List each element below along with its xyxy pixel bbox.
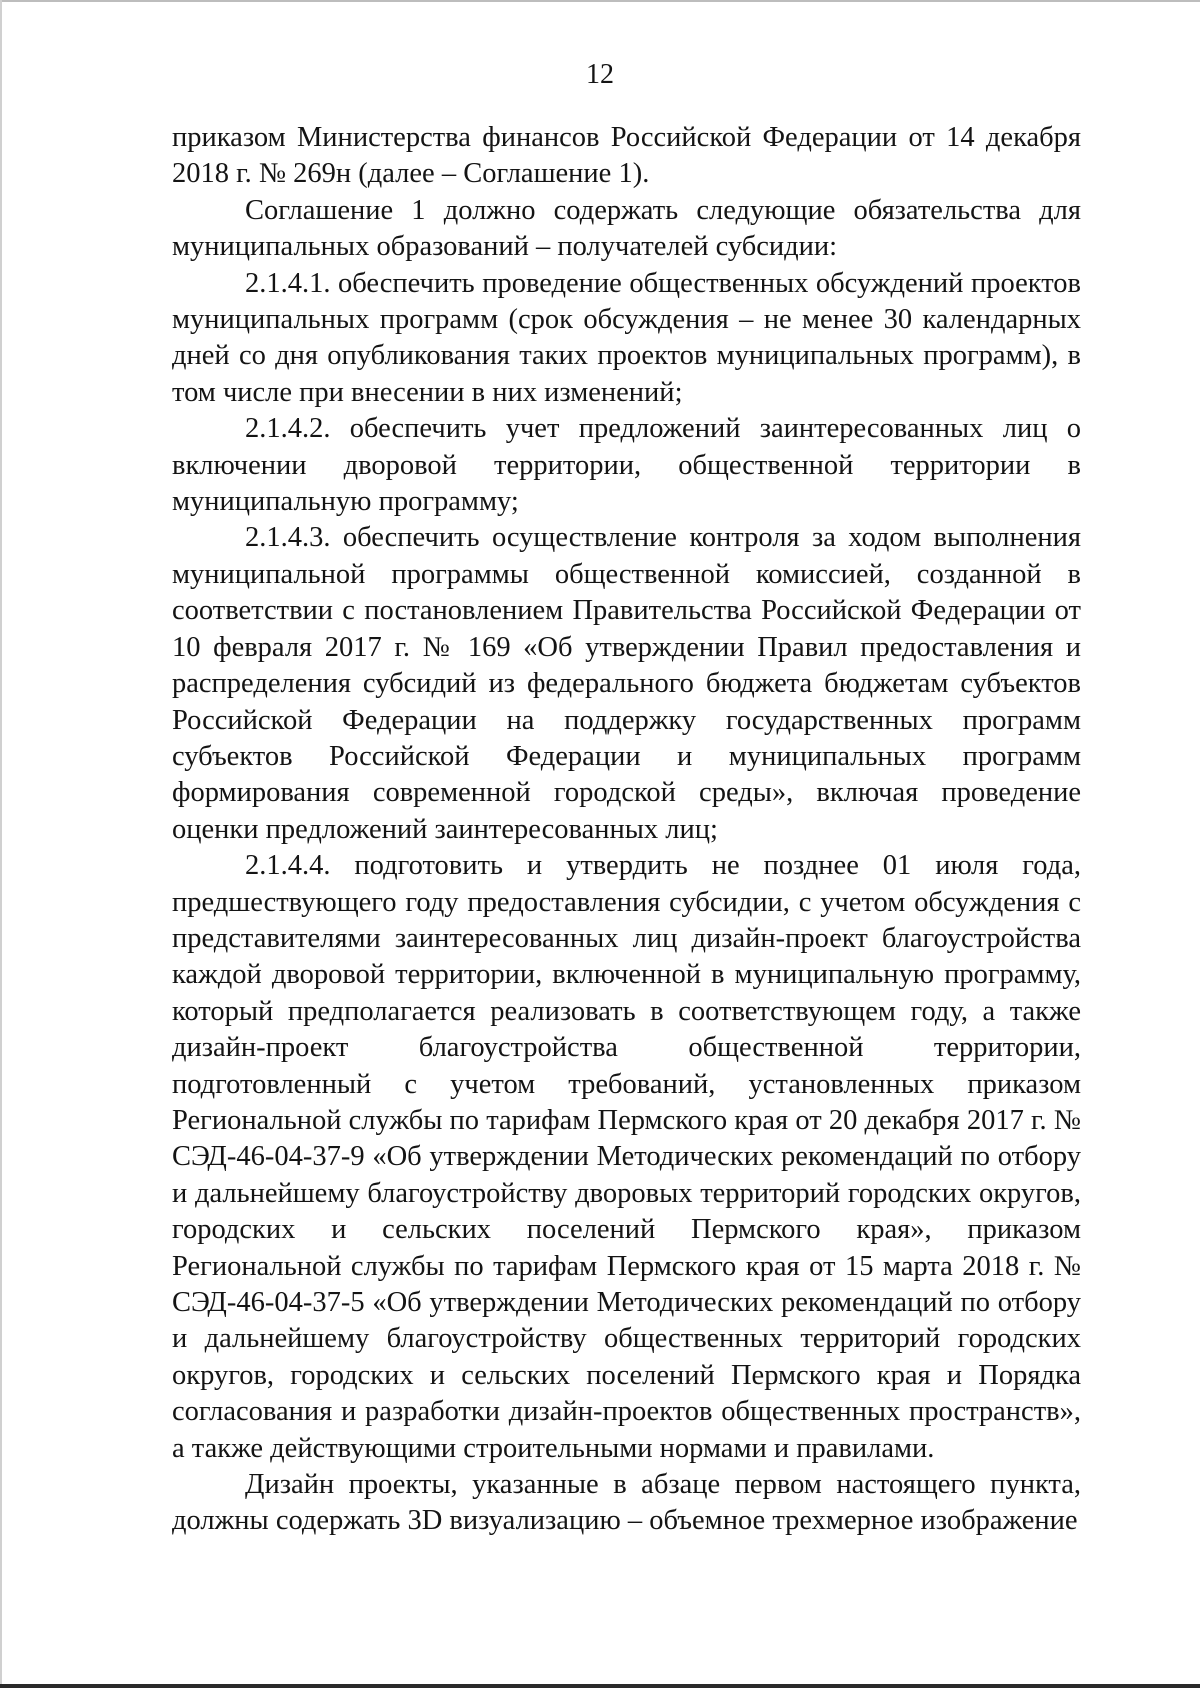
paragraph-continuation: приказом Министерства финансов Российской Федерации от 14 декабря 2018 г. № 269н (далее – Соглашение 1). [172, 122, 1081, 190]
scan-edge-top [0, 0, 1200, 2]
paragraph-agreement-obligations: Соглашение 1 должно содержать следующие обязательства для муниципальных образований – получателей субсидии: [172, 194, 1081, 263]
paragraph-2-1-4-2: 2.1.4.2. обеспечить учет предложений заинтересованных лиц о включении дворовой территории, общественной территории в муниципальную программу; [172, 413, 1081, 518]
paragraph-2-1-4-3: 2.1.4.3. обеспечить осуществление контроля за ходом выполнения муниципальной программы общественной комиссией, созданной в соответствии с постановлением Правительства Российской Федерации от 10 февраля 2017 г. № 169 «Об утверждении Правил предоставления и распределения субсидий из федерального бюджета бюджетам субъектов Российской Федерации на поддержку государственных программ субъектов Российской Федерации и муниципальных программ формирования современной городской среды», включая проведение оценки предложений заинтересованных лиц; [172, 522, 1081, 845]
scan-edge-bottom [0, 1684, 1200, 1688]
page-number: 12 [586, 59, 614, 90]
document-body [172, 120, 1081, 1540]
paragraph-2-1-4-1: 2.1.4.1. обеспечить проведение общественных обсуждений проектов муниципальных программ (срок обсуждения – не менее 30 календарных дней со дня опубликования таких проектов муниципальных программ), в том числе при внесении в них изменений; [172, 267, 1081, 408]
scan-edge-left [0, 0, 2, 1688]
paragraph-2-1-4-4: 2.1.4.4. подготовить и утвердить не позднее 01 июля года, предшествующего году предоставления субсидии, с учетом обсуждения с представителями заинтересованных лиц дизайн-проект благоустройства каждой дворовой территории, включенной в муниципальную программу, который предполагается реализовать в соответствующем году, а также дизайн-проект благоустройства общественной территории, подготовленный с учетом требований, установленных приказом Региональной службы по тарифам Пермского края от 20 декабря 2017 г. № СЭД-46-04-37-9 «Об утверждении Методических рекомендаций по отбору и дальнейшему благоустройству дворовых территорий городских округов, городских и сельских поселений Пермского края», приказом Региональной службы по тарифам Пермского края от 15 марта 2018 г. № СЭД-46-04-37-5 «Об утверждении Методических рекомендаций по отбору и дальнейшему благоустройству общественных территорий городских округов, городских и сельских поселений Пермского края и Порядка согласования и разработки дизайн-проектов общественных пространств», а также действующими строительными нормами и правилами. [172, 850, 1081, 1464]
paragraph-design-projects: Дизайн проекты, указанные в абзаце первом настоящего пункта, должны содержать 3D визуализацию – объемное трехмерное изображение [172, 1469, 1081, 1537]
